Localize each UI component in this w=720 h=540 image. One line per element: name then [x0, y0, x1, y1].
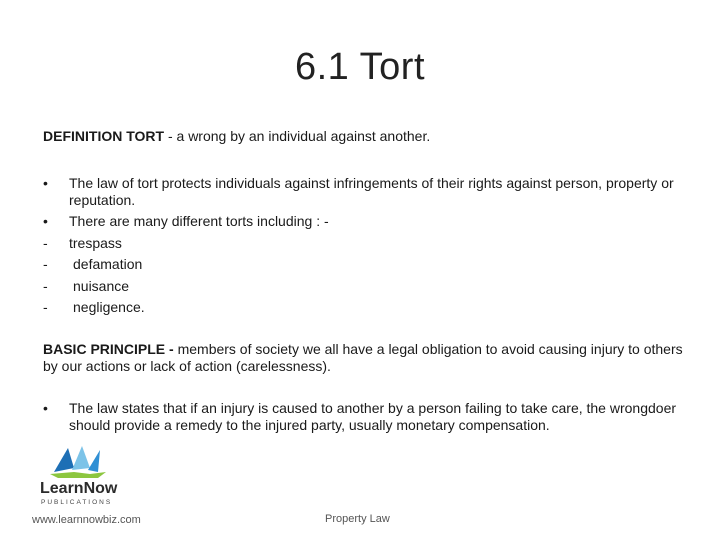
bullet-marker: • — [43, 175, 48, 191]
learnnow-logo — [34, 444, 144, 506]
definition-text: - a wrong by an individual against another. — [164, 128, 431, 144]
website-url[interactable]: www.learnnowbiz.com — [32, 514, 141, 526]
dash-marker: - — [43, 234, 48, 251]
book-icon — [50, 446, 106, 478]
basic-principle-paragraph — [43, 341, 683, 375]
dash-marker: - — [43, 299, 48, 315]
list-item — [43, 233, 683, 255]
bullet-marker: • — [43, 400, 48, 416]
bullet-marker: • — [43, 213, 48, 229]
list-item-text: trespass — [69, 234, 122, 251]
dash-marker: - — [43, 277, 48, 294]
definition-paragraph — [43, 128, 693, 145]
list-item — [43, 400, 693, 434]
list-item — [43, 173, 683, 211]
list-item — [43, 254, 683, 276]
logo-sub: PUBLICATIONS — [41, 499, 113, 506]
bullet-list — [43, 173, 683, 319]
list-item-text: There are many different torts including : - — [69, 213, 329, 229]
logo-name: LearnNow — [40, 480, 118, 497]
list-item-text: nuisance — [73, 277, 130, 294]
list-item-text: negligence. — [73, 299, 145, 315]
basic-principle-label: BASIC PRINCIPLE - — [43, 341, 174, 357]
definition-label: DEFINITION TORT — [43, 128, 165, 144]
dash-marker: - — [43, 256, 48, 272]
footer-text: Property Law — [325, 513, 390, 525]
list-item-text: The law of tort protects individuals against infringements of their rights against person, property or reputation. — [69, 175, 674, 208]
basic-principle-text: members of society we all have a legal obligation to avoid causing injury to others by our actions or lack of action (carelessness). — [43, 341, 683, 374]
list-item-text: The law states that if an injury is caused to another by a person failing to take care, the wrongdoer should provide a remedy to the injured party, usually monetary compensation. — [69, 400, 677, 433]
list-item — [43, 297, 683, 319]
list-item-text: defamation — [73, 256, 143, 272]
list-item — [43, 276, 683, 298]
slide-title: 6.1 Tort — [294, 46, 426, 88]
list-item — [43, 211, 683, 233]
